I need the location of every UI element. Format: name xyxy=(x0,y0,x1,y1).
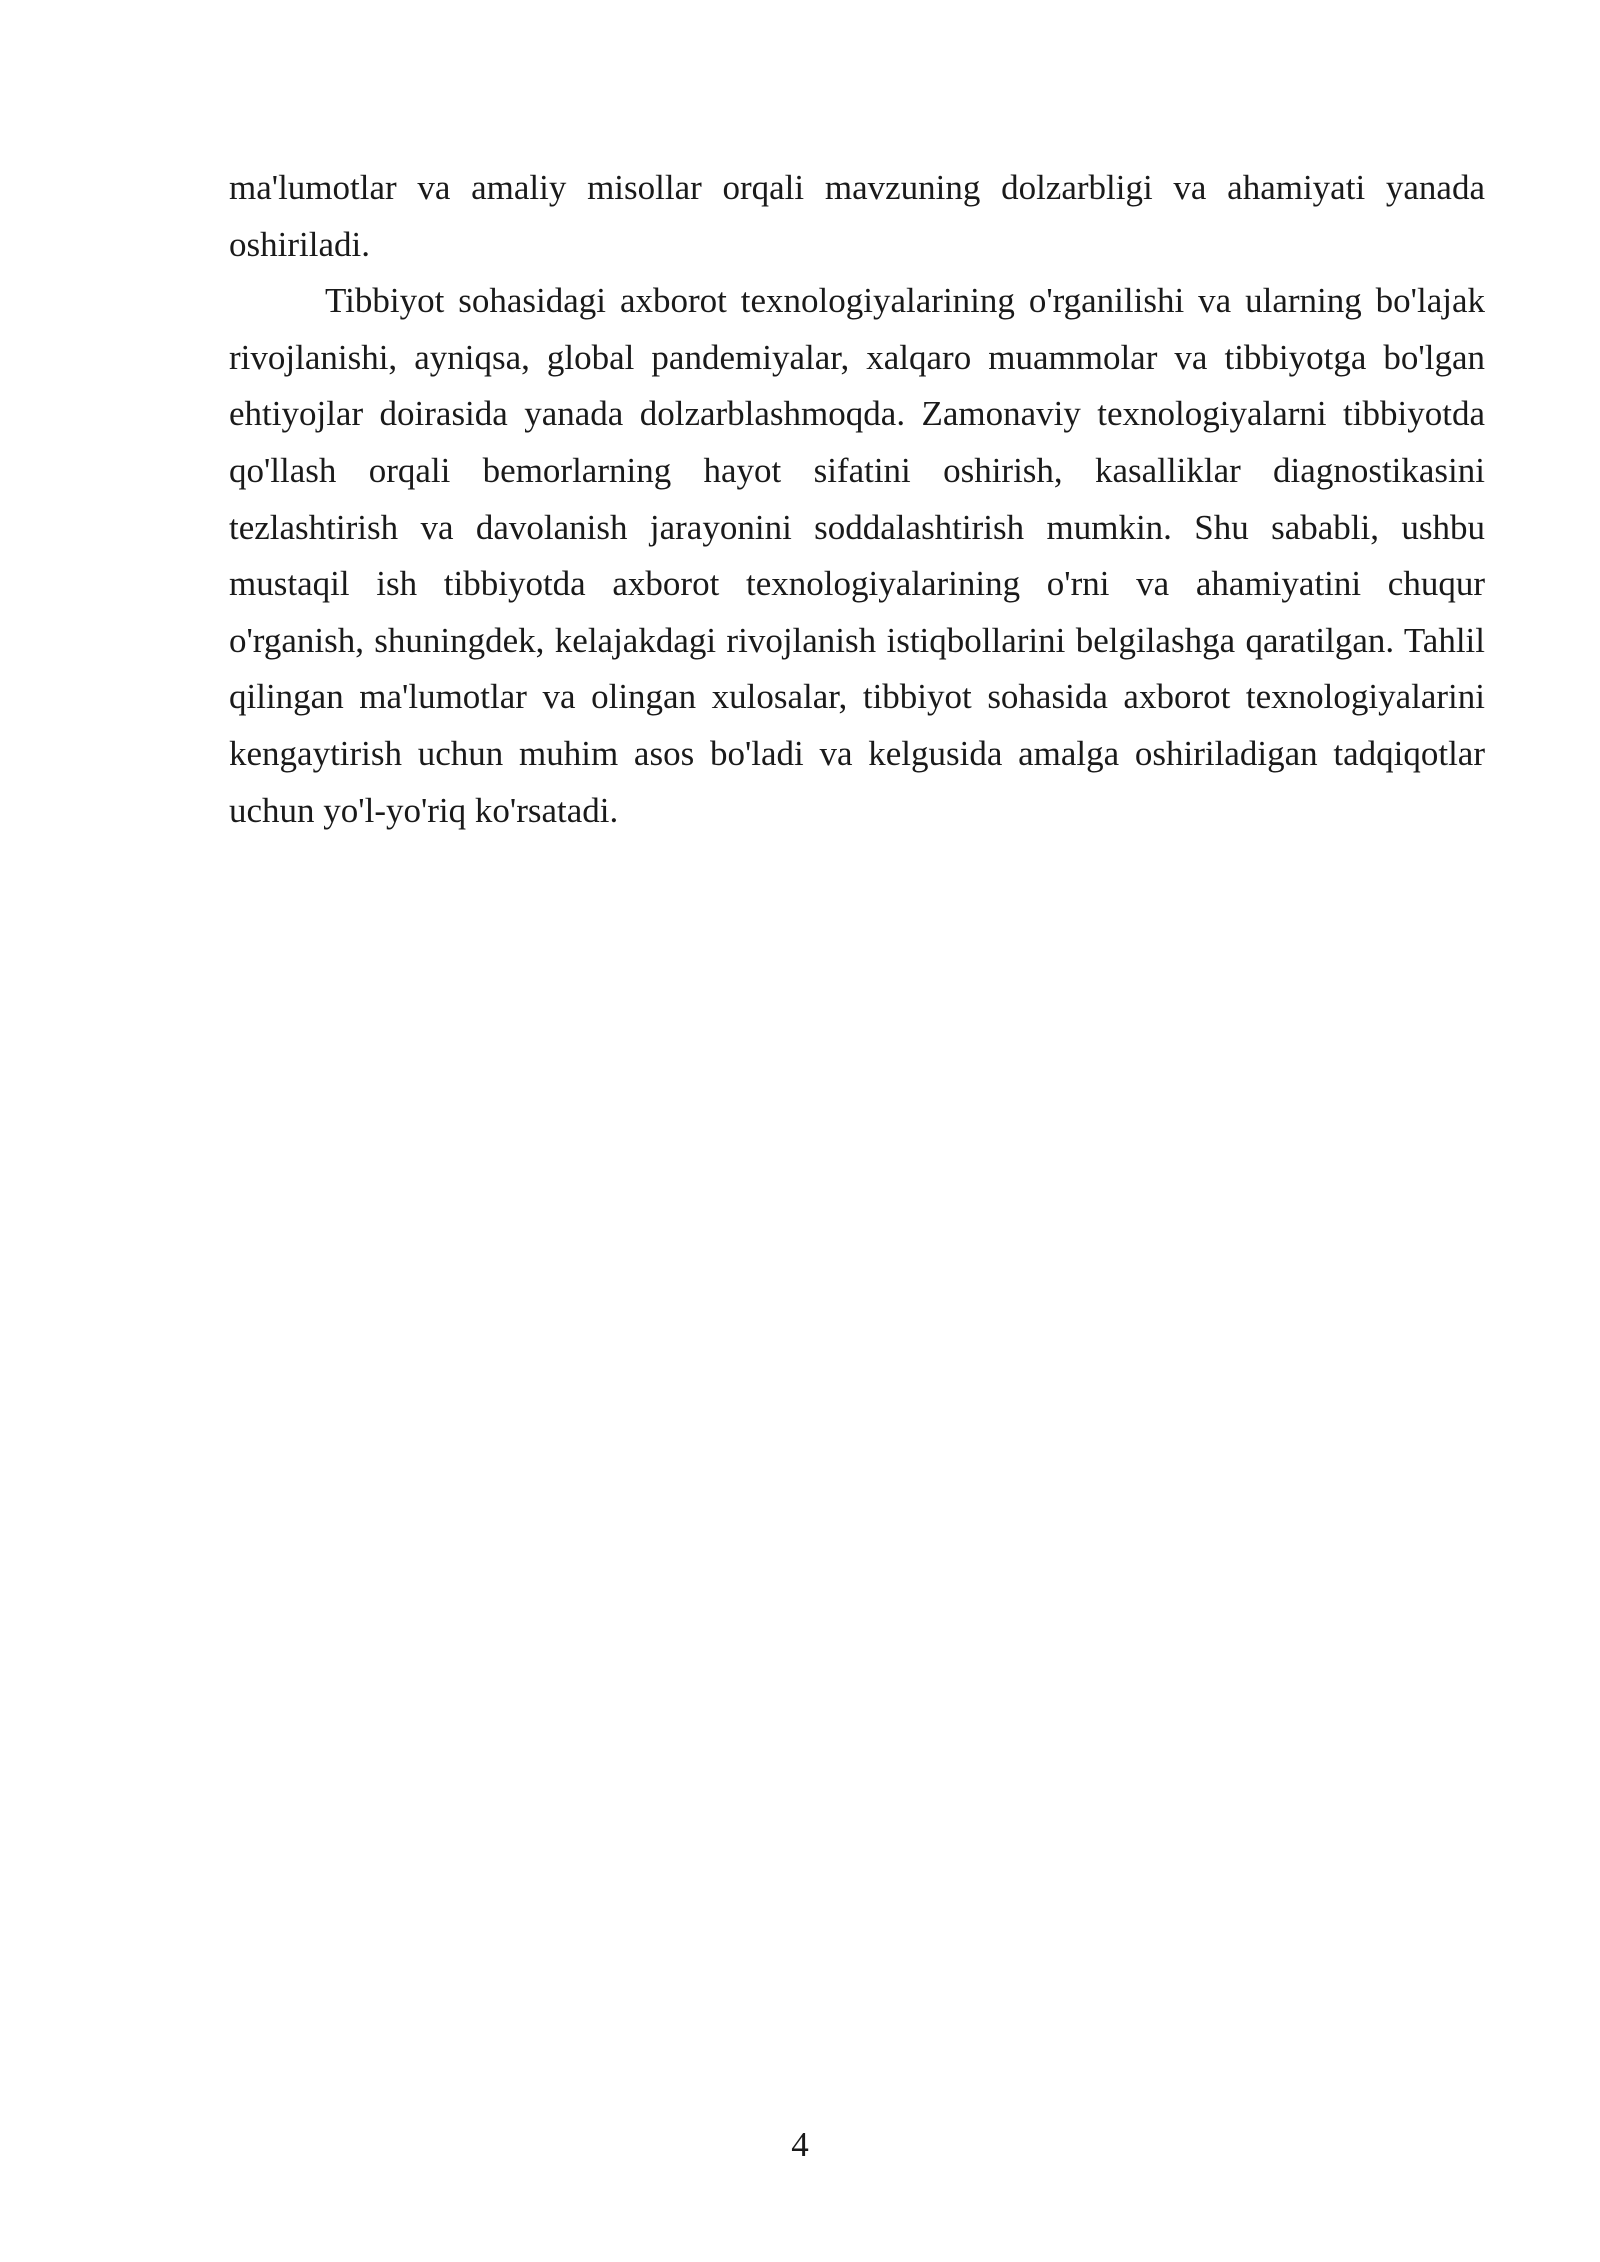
body-text xyxy=(229,160,1485,839)
paragraph-continued: ma'lumotlar va amaliy misollar orqali mavzuning dolzarbligi va ahamiyati yanada oshiriladi. xyxy=(229,168,1485,264)
paragraph: Tibbiyot sohasidagi axborot texnologiyalarining o'rganilishi va ularning bo'lajak rivojlanishi, ayniqsa, global pandemiyalar, xalqaro muammolar va tibbiyotga bo'lgan ehtiyojlar doirasida yanada dolzarblashmoqda. Zamonaviy texnologiyalarni tibbiyotda qo'llash orqali bemorlarning hayot sifatini oshirish, kasalliklar diagnostikasini tezlashtirish va davolanish jarayonini soddalashtirish mumkin. Shu sababli, ushbu mustaqil ish tibbiyotda axborot texnologiyalarining o'rni va ahamiyatini chuqur o'rganish, shuningdek, kelajakdagi rivojlanish istiqbollarini belgilashga qaratilgan. Tahlil qilingan ma'lumotlar va olingan xulosalar, tibbiyot sohasida axborot texnologiyalarini kengaytirish uchun muhim asos bo'ladi va kelgusida amalga oshiriladigan tadqiqotlar uchun yo'l-yo'riq ko'rsatadi. xyxy=(229,281,1485,830)
page-number: 4 xyxy=(791,2125,809,2164)
